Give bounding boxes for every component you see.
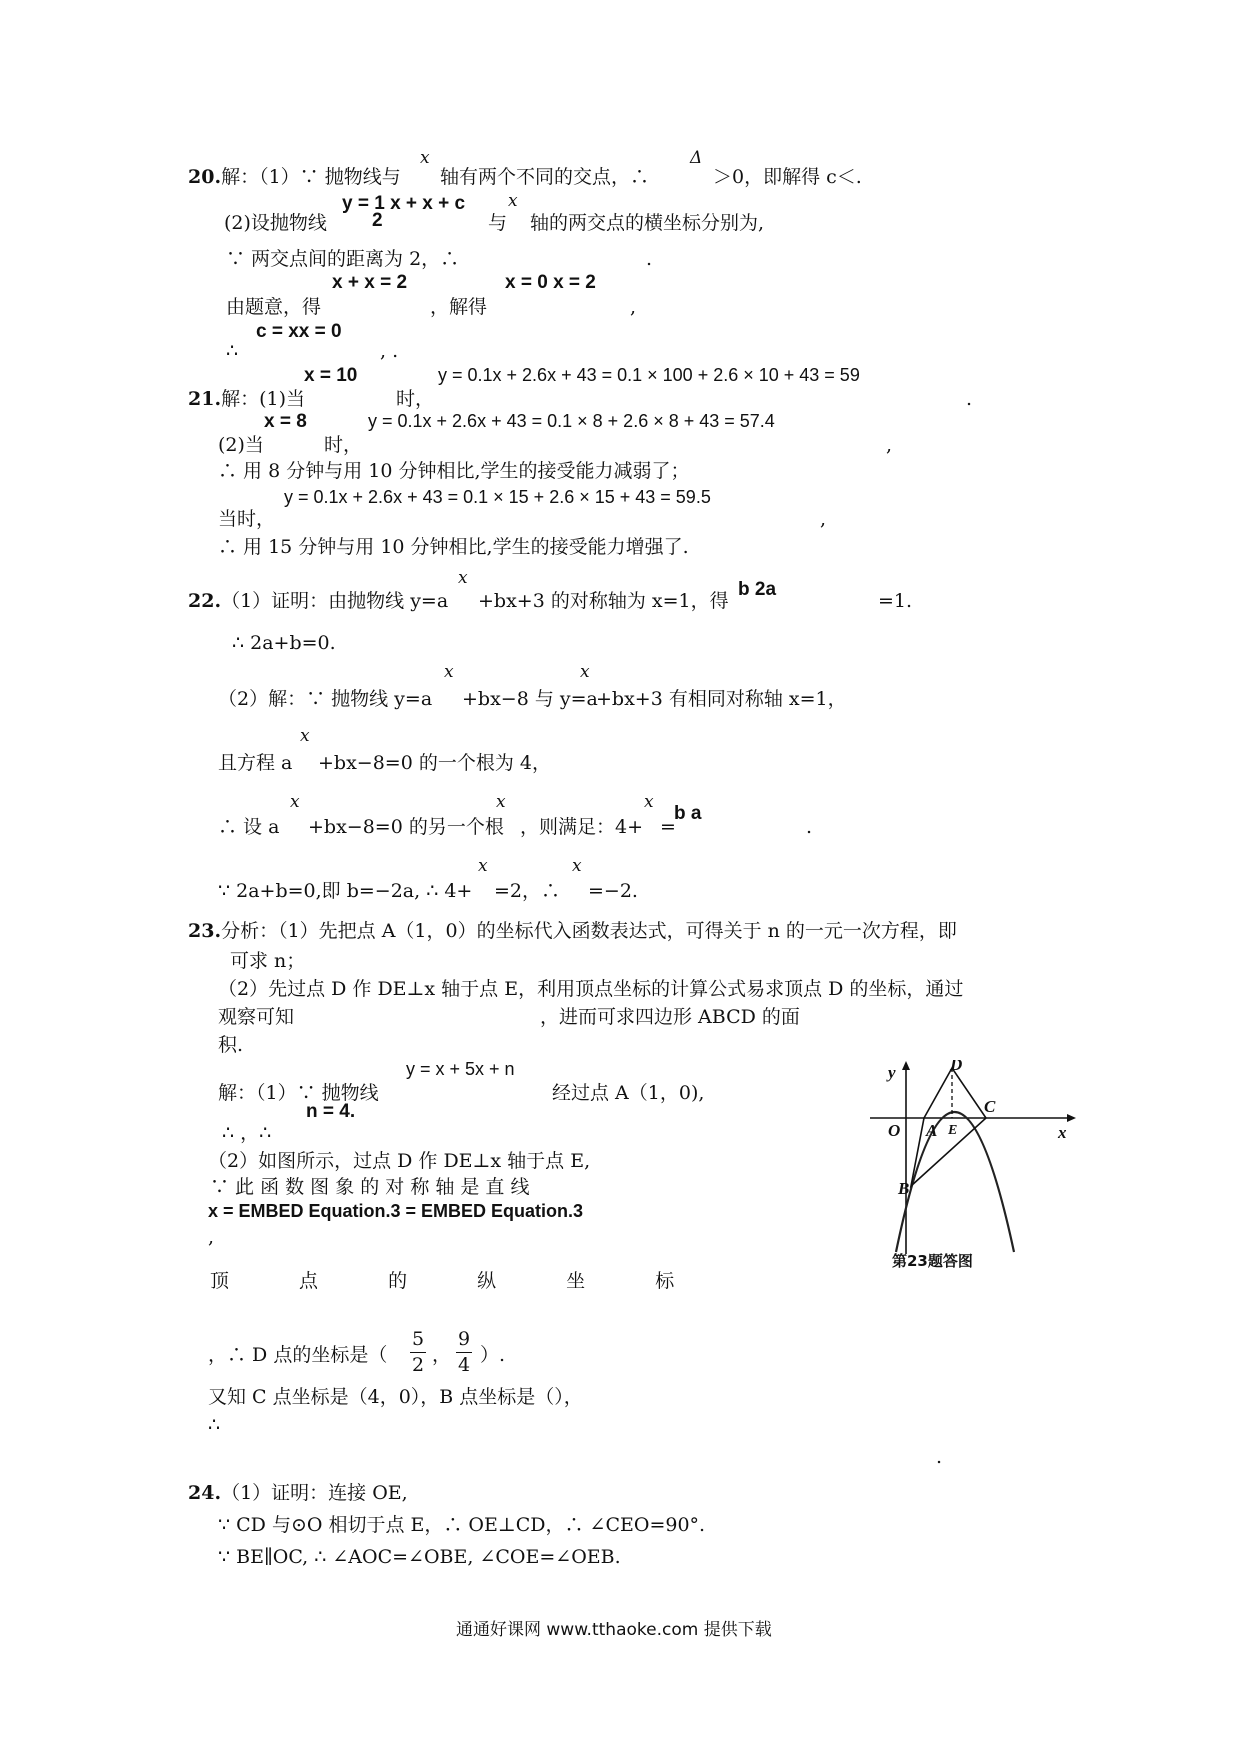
text: ∵ CD 与⊙O 相切于点 E，∴ OE⊥CD，∴ ∠CEO=90°. — [218, 1514, 706, 1536]
problem-number: 22. — [188, 590, 222, 612]
label-y: y — [888, 1063, 896, 1082]
superscript-x: x — [300, 726, 310, 746]
denominator: 2 — [412, 1354, 425, 1376]
superscript-x: x — [290, 792, 300, 812]
text: 又知 C 点坐标是（4，0），B 点坐标是（）， — [208, 1386, 583, 1408]
text: ∴ — [226, 340, 239, 362]
text: 解：（1）∵ 抛物线 — [218, 1082, 379, 1104]
superscript-x: x — [580, 662, 590, 682]
equation: y = 0.1x + 2.6x + 43 = 0.1 × 15 + 2.6 × 15 + 43 = 59.5 — [284, 487, 711, 507]
page-footer: 通通好课网 www.tthaoke.com 提供下载 — [456, 1620, 772, 1640]
superscript-x: x — [444, 662, 454, 682]
p21-line-1 — [188, 390, 305, 409]
text: (2)当 — [218, 434, 264, 456]
text: ∴ 用 15 分钟与用 10 分钟相比,学生的接受能力增强了. — [218, 536, 689, 558]
problem-number: 20. — [188, 166, 222, 188]
text: ，∴ D 点的坐标是（ — [208, 1344, 388, 1366]
superscript-x: x — [508, 191, 518, 211]
fraction-5-2 — [410, 1330, 426, 1375]
text: ∴ 用 8 分钟与用 10 分钟相比,学生的接受能力减弱了； — [218, 460, 690, 482]
text: ，则满足：4+ — [520, 816, 644, 838]
text: ，进而可求四边形 ABCD 的面 — [540, 1006, 800, 1028]
text: , — [886, 434, 893, 456]
text: ， — [432, 1344, 452, 1366]
superscript-x: x — [420, 148, 430, 168]
text: ∴ — [208, 1414, 221, 1436]
equation: y = x + 5x + n — [406, 1059, 515, 1079]
label-x: x — [1058, 1123, 1067, 1142]
numerator: 9 — [456, 1330, 472, 1353]
text: ∴ ，∴ — [222, 1122, 272, 1144]
text: +bx−8=0 的一个根为 4， — [318, 752, 551, 774]
text: =−2. — [588, 880, 638, 902]
text: = — [660, 816, 676, 838]
text: , — [208, 1226, 215, 1248]
p22-line-1 — [188, 592, 448, 611]
text: 轴有两个不同的交点，∴ — [440, 166, 650, 188]
equation: x + x = 2 — [332, 272, 408, 293]
text: . — [646, 248, 653, 270]
y-axis-arrow — [902, 1061, 910, 1070]
fraction: b 2a — [738, 579, 777, 600]
equation: x = 8 — [264, 411, 307, 432]
p23-line-1 — [188, 922, 957, 941]
text: ∴ 设 a — [218, 816, 280, 838]
equation: x = EMBED Equation.3 = EMBED Equation.3 — [208, 1201, 584, 1221]
label-e: E — [948, 1123, 958, 1138]
text: 可求 n； — [230, 950, 306, 972]
superscript-x: x — [458, 568, 468, 588]
equation: y = 0.1x + 2.6x + 43 = 0.1 × 8 + 2.6 × 8 + 43 = 57.4 — [368, 411, 775, 431]
text: +bx+3 有相同对称轴 x=1， — [596, 688, 847, 710]
text: 轴的两交点的横坐标分别为, — [530, 212, 765, 234]
superscript-x: x — [478, 856, 488, 876]
superscript-x: x — [572, 856, 582, 876]
problem-number: 21. — [188, 388, 222, 410]
text: （2）先过点 D 作 DE⊥x 轴于点 E，利用顶点坐标的计算公式易求顶点 D 的坐标，通过 — [218, 978, 964, 1000]
x-axis-arrow — [1067, 1114, 1076, 1122]
p24-line-1 — [188, 1484, 408, 1503]
text: =2，∴ — [494, 880, 561, 902]
equation: n = 4. — [306, 1101, 356, 1122]
text: 时， — [324, 434, 363, 456]
text: 积. — [218, 1034, 244, 1056]
text: 分析：（1）先把点 A（1，0）的坐标代入函数表达式，可得关于 n 的一元一次方程，即 — [221, 920, 957, 942]
equation: c = xx = 0 — [256, 321, 342, 342]
label-o: O — [888, 1121, 901, 1140]
text: +bx+3 的对称轴为 x=1，得 — [478, 590, 729, 612]
text: 由题意，得 — [226, 296, 322, 318]
fraction-9-4 — [456, 1330, 472, 1375]
problem-number: 24. — [188, 1482, 222, 1504]
text: 与 — [488, 212, 508, 234]
equation-denominator: 2 — [372, 210, 383, 231]
text: . — [936, 1446, 943, 1468]
text: , . — [380, 340, 399, 362]
numerator: 5 — [410, 1330, 426, 1353]
label-d: D — [950, 1060, 963, 1074]
text: . — [966, 388, 973, 410]
text: 当时， — [218, 508, 276, 530]
text: ∵ 两交点间的距离为 2，∴ — [226, 248, 460, 270]
text: 观察可知 — [218, 1006, 295, 1028]
text: （2）解：∵ 抛物线 y=a — [218, 688, 433, 710]
problem-23-figure — [866, 1060, 1094, 1270]
equation: y = 1 x + x + c — [342, 193, 466, 214]
text: , — [630, 296, 637, 318]
text: ）. — [480, 1344, 506, 1366]
label-b: B — [898, 1179, 910, 1198]
text: （1）证明：由抛物线 y=a — [221, 590, 449, 612]
figure-caption: 第23题答图 — [892, 1252, 973, 1270]
label-a: A — [926, 1121, 938, 1140]
text: ∴ 2a+b=0. — [232, 632, 336, 654]
text: 解：(1)当 — [221, 388, 305, 410]
text: （1）证明：连接 OE, — [221, 1482, 408, 1504]
text: 且方程 a — [218, 752, 293, 774]
equation: x = 10 — [304, 365, 358, 386]
equation: x = 0 x = 2 — [505, 272, 596, 293]
text: (2)设抛物线 — [224, 212, 327, 234]
label-c: C — [984, 1097, 996, 1116]
fraction: b a — [674, 803, 702, 824]
p20-line-1 — [188, 168, 401, 187]
equation: y = 0.1x + 2.6x + 43 = 0.1 × 100 + 2.6 × 10 + 43 = 59 — [438, 365, 860, 385]
denominator: 4 — [458, 1354, 471, 1376]
superscript-x: x — [644, 792, 654, 812]
superscript-x: x — [496, 792, 506, 812]
text: +bx−8 与 y=a — [462, 688, 598, 710]
delta-symbol: Δ — [690, 148, 703, 168]
text: +bx−8=0 的另一个根 — [308, 816, 504, 838]
text: （2）如图所示，过点 D 作 DE⊥x 轴于点 E, — [208, 1150, 591, 1172]
text: ∵ BE∥OC, ∴ ∠AOC=∠OBE, ∠COE=∠OEB. — [218, 1546, 621, 1568]
text: 顶 点 的 纵 坐 标 — [210, 1270, 675, 1292]
text: . — [806, 816, 813, 838]
text: , — [820, 508, 827, 530]
text: ，解得 — [430, 296, 488, 318]
text: ＞0，即解得 c＜. — [713, 166, 862, 188]
text: 时， — [396, 388, 435, 410]
text: ∵ 2a+b=0,即 b=−2a, ∴ 4+ — [218, 880, 473, 902]
problem-number: 23. — [188, 920, 222, 942]
text: 经过点 A（1，0), — [552, 1082, 705, 1104]
text: 解：（1）∵ 抛物线与 — [221, 166, 401, 188]
text: ∵ 此 函 数 图 象 的 对 称 轴 是 直 线 — [210, 1176, 530, 1198]
text: =1. — [878, 590, 913, 612]
